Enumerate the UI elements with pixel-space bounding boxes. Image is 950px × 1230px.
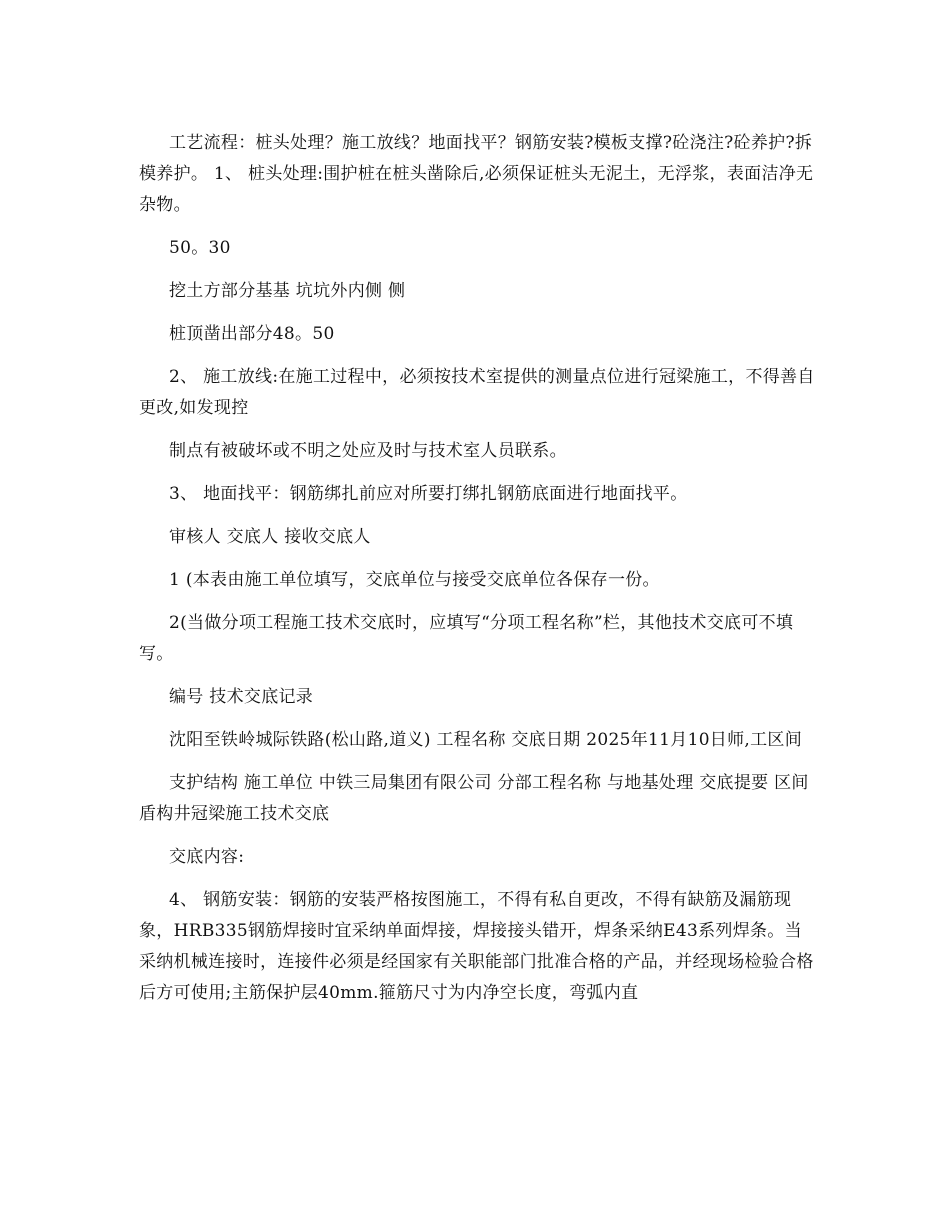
paragraph-rebar-install: 4、 钢筋安装：钢筋的安装严格按图施工，不得有私自更改，不得有缺筋及漏筋现象，HRB335钢筋焊接时宜采纳单面焊接，焊接接头错开，焊条采纳E43系列焊条。当采纳机械连接时，连接件必须是经国家有关职能部门批准合格的产品，并经现场检验合格后方可使用;主筋保护层40mm.箍筋尺寸为内净空长度，弯弧内直 xyxy=(139,890,814,1003)
paragraph-leveling-step: 3、 地面找平：钢筋绑扎前应对所要打绑扎钢筋底面进行地面找平。 xyxy=(169,484,688,504)
paragraph-note-1: 1 (本表由施工单位填写，交底单位与接受交底单位各保存一份。 xyxy=(169,570,660,590)
paragraph-pit-label: 挖土方部分基基 坑坑外内侧 侧 xyxy=(169,281,406,301)
paragraph-layout-step: 2、 施工放线:在施工过程中，必须按技术室提供的测量点位进行冠梁施工，不得善自更改,如发现控 xyxy=(139,367,815,418)
paragraph-project-info: 沈阳至铁岭城际铁路(松山路,道义) 工程名称 交底日期 2025年11月10日师,工区间 xyxy=(169,730,803,750)
paragraph-process-flow: 工艺流程：桩头处理？施工放线？地面找平？钢筋安装?模板支撑?砼浇注?砼养护?拆模养护。 1、 桩头处理:围护桩在桩头凿除后,必须保证桩头无泥土，无浮浆，表面洁净无杂物。 xyxy=(139,133,814,215)
paragraph-note-2: 2(当做分项工程施工技术交底时，应填写“分项工程名称”栏，其他技术交底可不填写。 xyxy=(139,613,794,664)
paragraph-signatures: 审核人 交底人 接收交底人 xyxy=(169,527,371,547)
paragraph-unit-info: 支护结构 施工单位 中铁三局集团有限公司 分部工程名称 与地基处理 交底提要 区间盾构井冠梁施工技术交底 xyxy=(139,773,809,824)
paragraph-control-point: 制点有被破坏或不明之处应及时与技术室人员联系。 xyxy=(169,441,567,461)
paragraph-pile-top: 桩顶凿出部分48。50 xyxy=(169,324,335,344)
document-page xyxy=(139,128,819,1021)
paragraph-dimension-a: 50。30 xyxy=(169,238,231,258)
paragraph-record-title: 编号 技术交底记录 xyxy=(169,687,314,707)
paragraph-content-heading: 交底内容: xyxy=(169,847,245,867)
